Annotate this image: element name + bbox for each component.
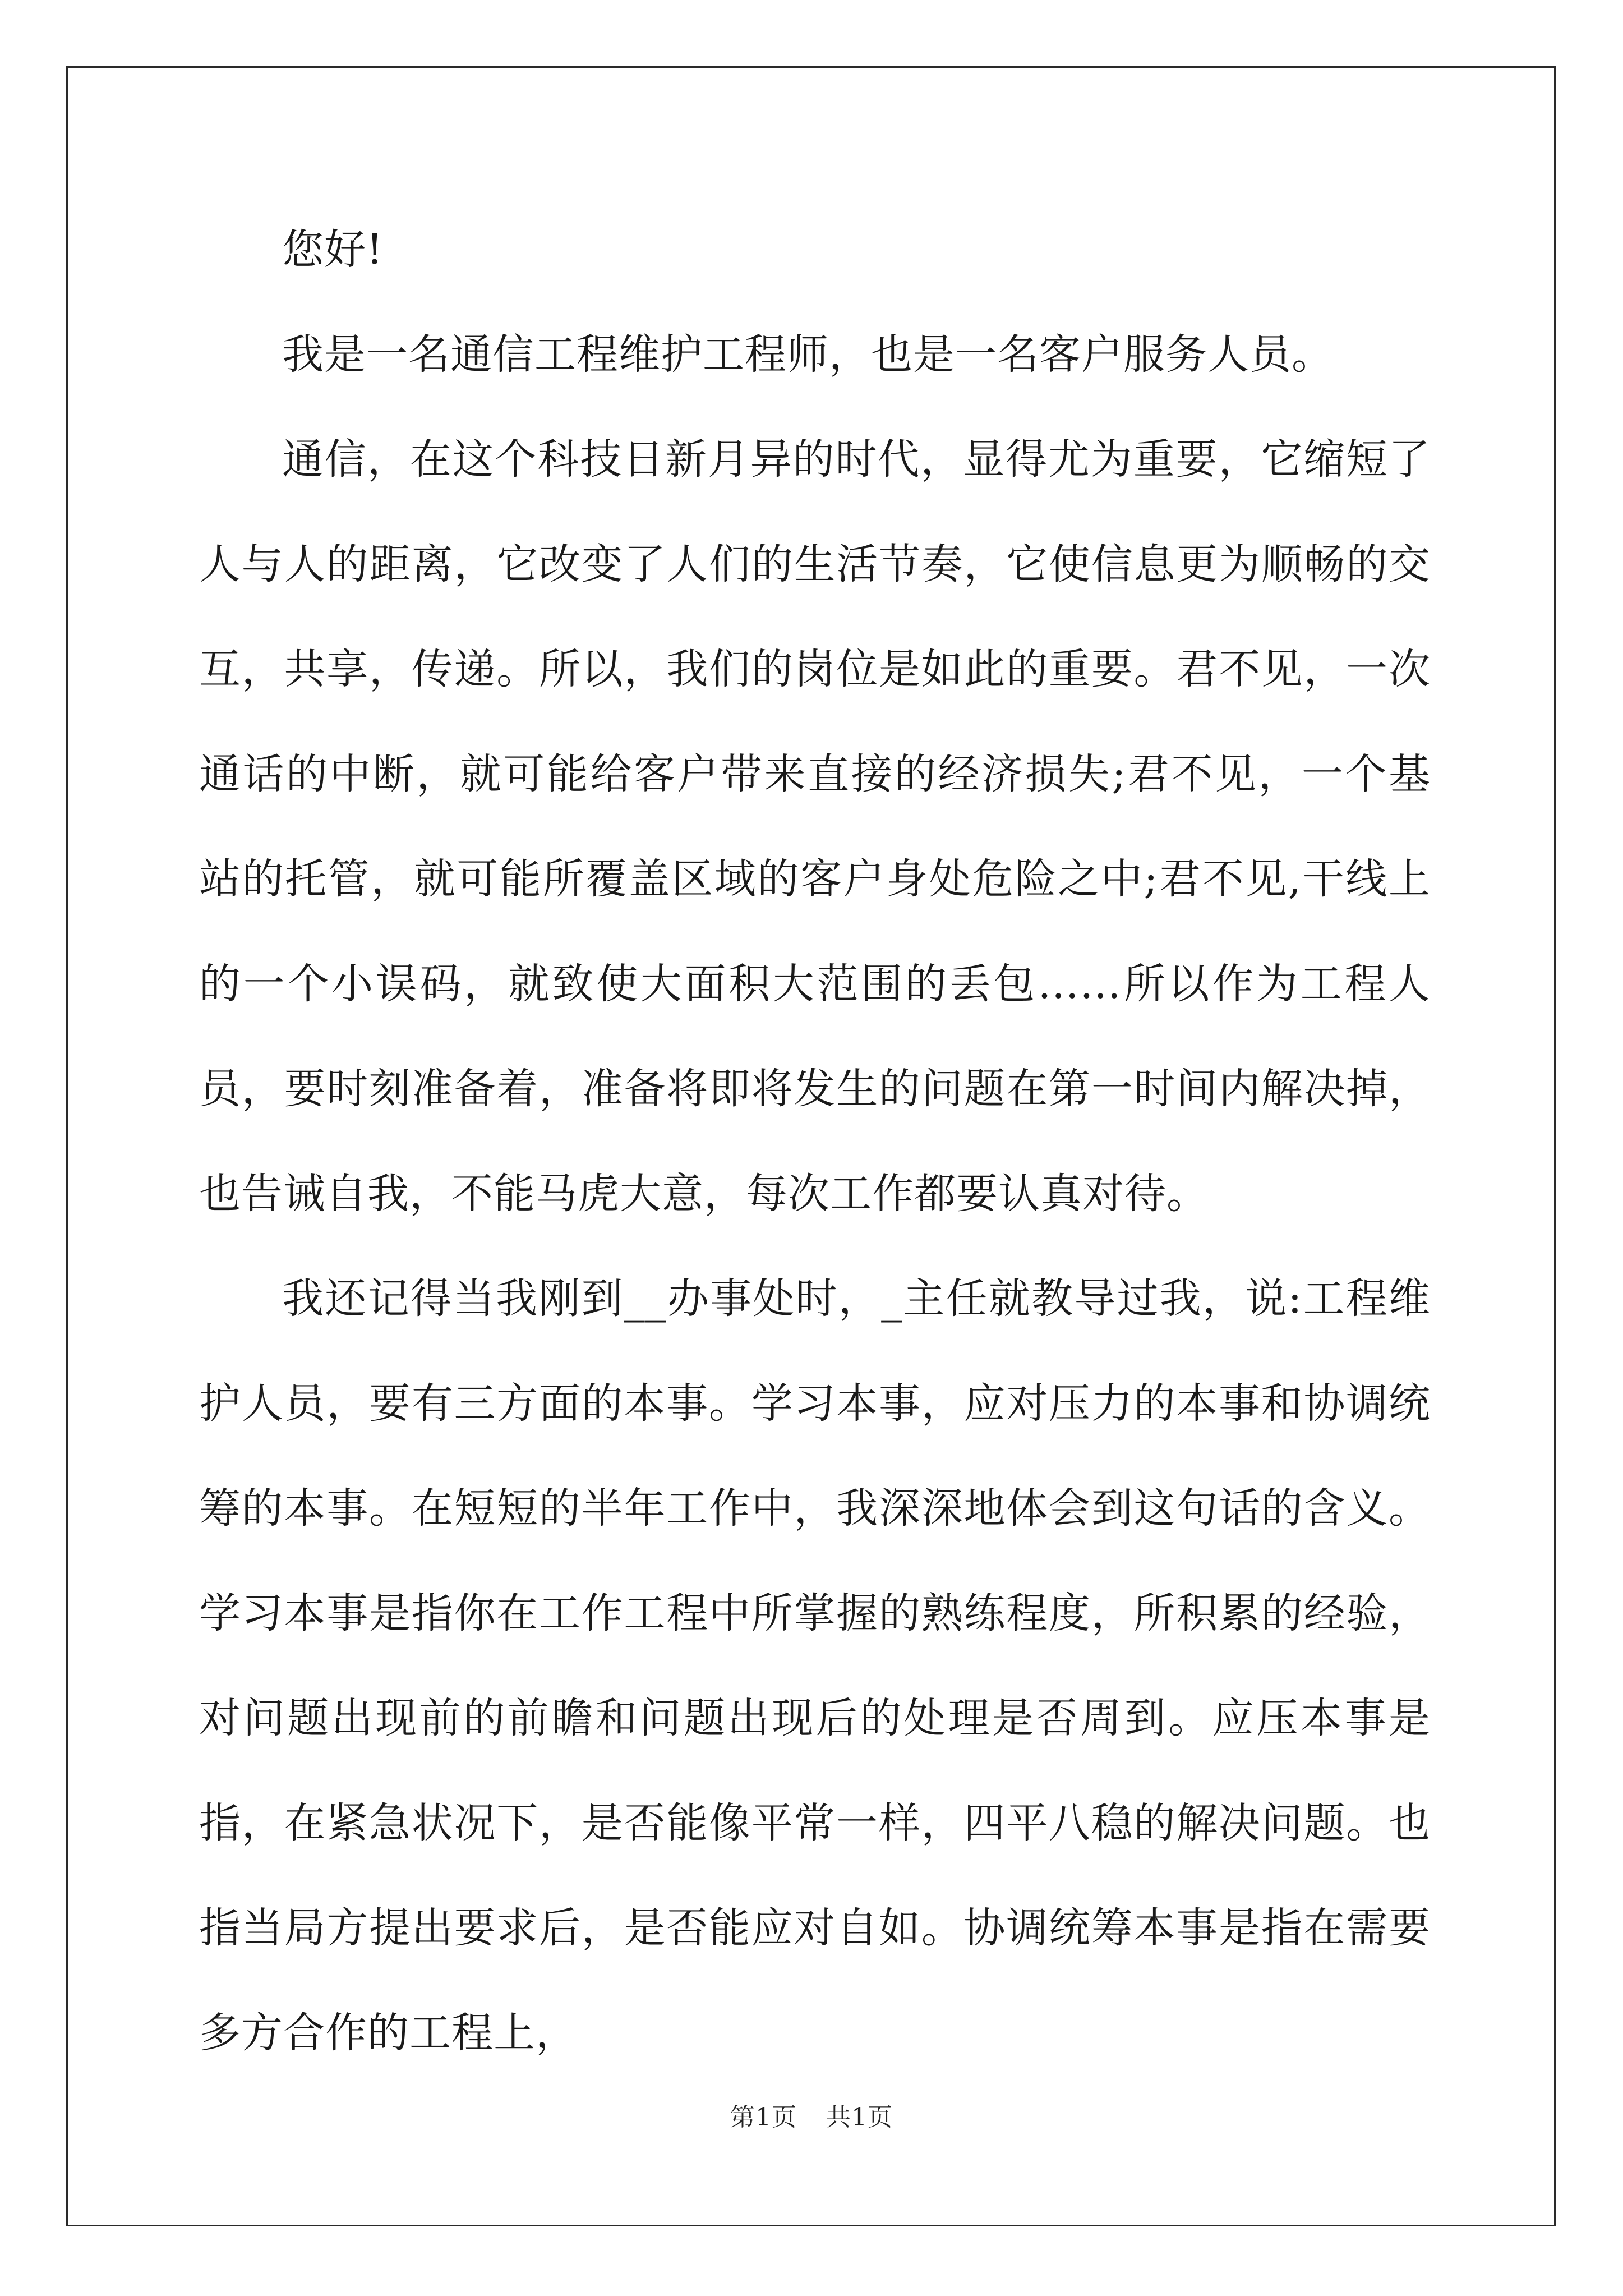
page-total: 共1页 — [826, 2103, 893, 2132]
page-footer — [0, 2101, 1623, 2134]
page-number: 第1页 — [730, 2103, 797, 2132]
paragraph-intro: 我是一名通信工程维护工程师，也是一名客户服务人员。 — [282, 330, 1334, 379]
document-body — [199, 197, 1431, 2086]
paragraph-skills: 我还记得当我刚到__办事处时，_主任就教导过我，说:工程维护人员，要有三方面的本事。学习本事，应对压力的本事和协调统筹的本事。在短短的半年工作中，我深深地体会到这句话的含义。学习本事是指你在工作工程中所掌握的熟练程度，所积累的经验，对问题出现前的前瞻和问题出现后的处理是否周到。应压本事是指，在紧急状况下，是否能像平常一样，四平八稳的解决问题。也指当局方提出要求后，是否能应对自如。协调统筹本事是指在需要多方合作的工程上， — [199, 1274, 1431, 2057]
paragraph-importance: 通信，在这个科技日新月异的时代，显得尤为重要，它缩短了人与人的距离，它改变了人们的生活节奏，它使信息更为顺畅的交互，共享，传递。所以，我们的岗位是如此的重要。君不见，一次通话的中断，就可能给客户带来直接的经济损失;君不见，一个基站的托管，就可能所覆盖区域的客户身处危险之中;君不见,干线上的一个小误码，就致使大面积大范围的丢包……所以作为工程人员，要时刻准备着，准备将即将发生的问题在第一时间内解决掉，也告诫自我，不能马虎大意，每次工作都要认真对待。 — [199, 435, 1431, 1218]
greeting: 您好! — [282, 226, 384, 274]
